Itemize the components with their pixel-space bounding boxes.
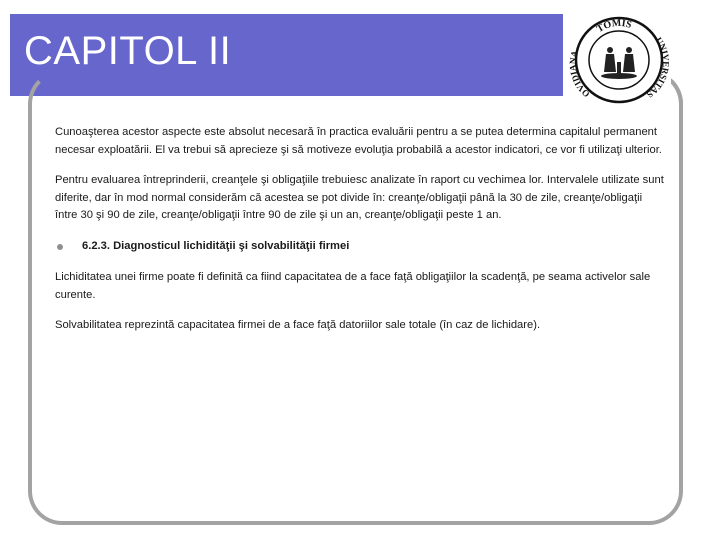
paragraph-2: Pentru evaluarea întreprinderii, creanţele şi obligaţiile trebuiesc analizate în raport cu vechimea lor. Intervalele utilizate sunt diferite, dar în mod normal considerăm că acestea se pot divide în: creanţe/obligaţii până la 30 de zile, creanţe/obligaţii între 30 şi 90 de zile, creanţe/obligaţii între 90 de zile şi un an, creanţe/obligaţii peste 1 an. (55, 174, 664, 221)
paragraph-1: Cunoaşterea acestor aspecte este absolut necesară în practica evaluării pentru a se putea determina capitalul permanent necesar exploatării. El va trebui să aprecieze şi să motiveze evoluţia probabilă a acestor indicatori, ce vor fi utilizaţi ulterior. (55, 126, 662, 156)
svg-text:UNIVERSITAS: UNIVERSITAS (644, 35, 671, 100)
paragraph-4: Solvabilitatea reprezintă capacitatea firmei de a face faţă datoriilor sale totale (în caz de lichidare). (55, 319, 541, 331)
paragraph-3: Lichiditatea unei firme poate fi definită ca fiind capacitatea de a face faţă obligaţiilor la scadenţă, pe seama activelor sale curente. (55, 271, 651, 301)
university-seal-logo (563, 10, 671, 106)
svg-text:TOMIS: TOMIS (594, 17, 633, 35)
slide-title: CAPITOL II (24, 29, 232, 73)
section-bullet (55, 238, 665, 256)
section-heading: 6.2.3. Diagnosticul lichidităţii şi solvabilităţii firmei (82, 239, 350, 252)
svg-text:OVIDIANA: OVIDIANA (567, 49, 592, 100)
slide-content (55, 124, 665, 348)
bullet-dot-icon (57, 244, 63, 250)
